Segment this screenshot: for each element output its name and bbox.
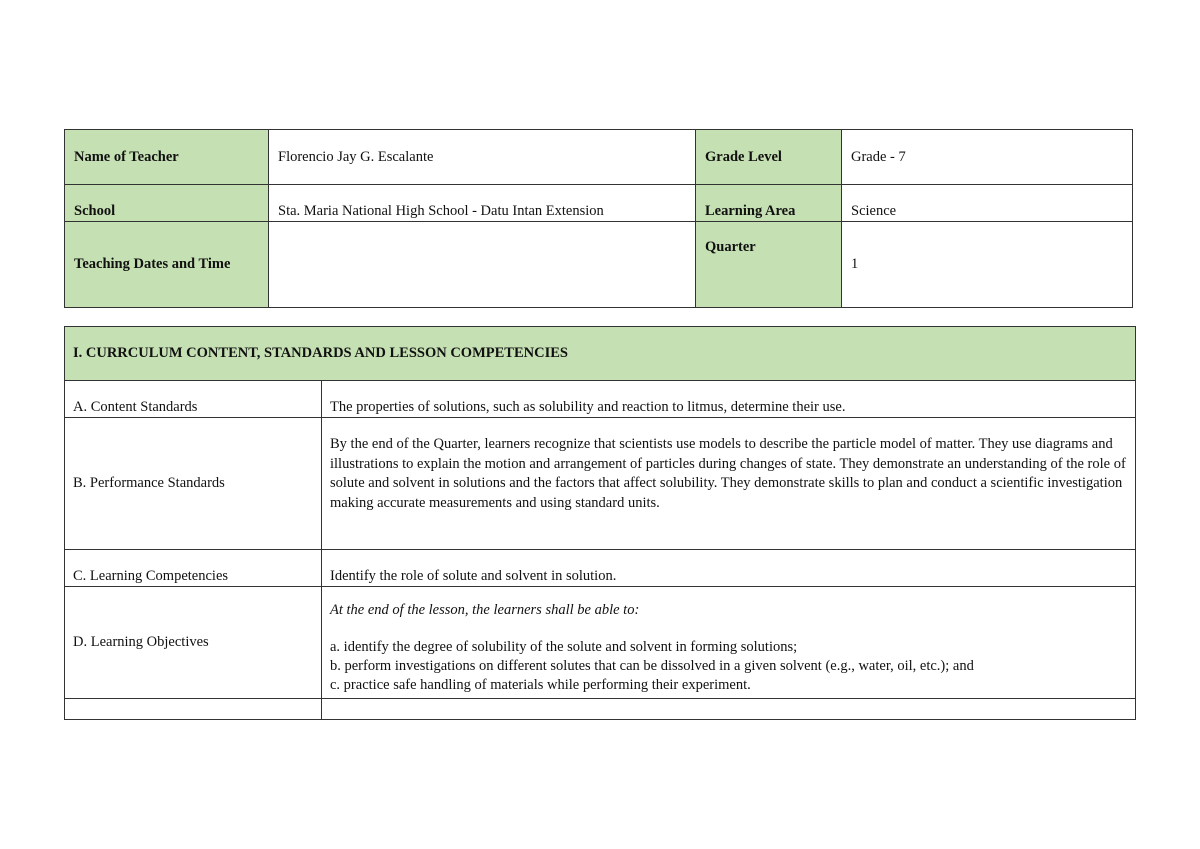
objectives-intro: At the end of the lesson, the learners shall be able to: [330,602,640,618]
learning-competencies-value: Identify the role of solute and solvent in solution. [322,550,1136,587]
objective-item-a: a. identify the degree of solubility of the solute and solvent in forming solutions; [330,639,798,655]
curriculum-table [64,326,1136,720]
empty-cell-right [322,699,1136,720]
objective-item-c: c. practice safe handling of materials while performing their experiment. [330,677,751,693]
lesson-header-table [64,129,1133,308]
performance-standards-label: B. Performance Standards [65,418,322,550]
empty-cell-left [65,699,322,720]
learning-area-label: Learning Area [696,185,842,222]
school-value: Sta. Maria National High School - Datu Intan Extension [269,185,696,222]
quarter-label: Quarter [696,222,842,308]
teacher-label: Name of Teacher [65,130,269,185]
learning-competencies-label: C. Learning Competencies [65,550,322,587]
learning-area-value: Science [842,185,1133,222]
teacher-value: Florencio Jay G. Escalante [269,130,696,185]
grade-level-label: Grade Level [696,130,842,185]
learning-objectives-label: D. Learning Objectives [65,587,322,699]
quarter-value: 1 [842,222,1133,308]
content-standards-label: A. Content Standards [65,381,322,418]
learning-objectives-cell [322,587,1136,699]
teaching-dates-label: Teaching Dates and Time [65,222,269,308]
teaching-dates-value [269,222,696,308]
section-title: I. CURRCULUM CONTENT, STANDARDS AND LESSON COMPETENCIES [65,327,1136,381]
performance-standards-value: By the end of the Quarter, learners recognize that scientists use models to describe the particle model of matter. They use diagrams and illustrations to explain the motion and arrangement of particles during changes of state. They demonstrate an understanding of the role of solute and solvent in solutions and the factors that affect solubility. They demonstrate skills to plan and conduct a scientific investigation making accurate measurements and using standard units. [322,418,1136,550]
school-label: School [65,185,269,222]
content-standards-value: The properties of solutions, such as solubility and reaction to litmus, determine their use. [322,381,1136,418]
objective-item-b: b. perform investigations on different solutes that can be dissolved in a given solvent (e.g., water, oil, etc.); and [330,658,974,674]
grade-level-value: Grade - 7 [842,130,1133,185]
